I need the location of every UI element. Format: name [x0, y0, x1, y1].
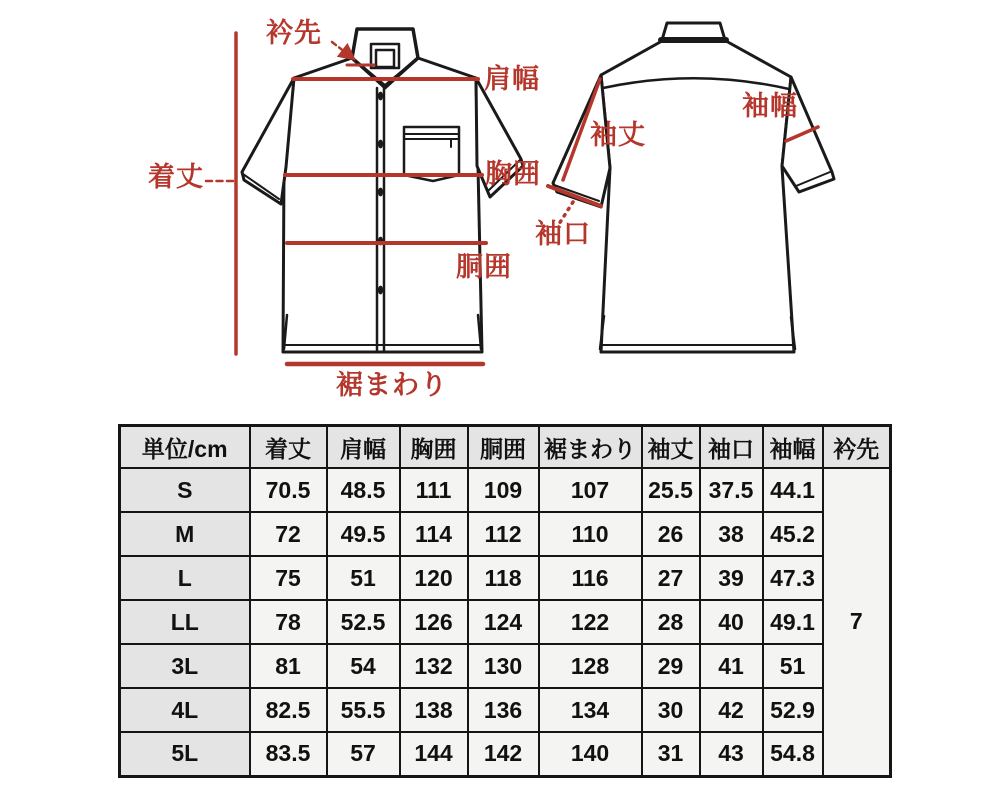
col-header-sleeve-length: 袖丈: [642, 426, 700, 469]
value-cell: 28: [642, 600, 700, 644]
value-cell: 42: [700, 688, 763, 732]
value-cell: 142: [468, 732, 539, 776]
value-cell: 110: [539, 512, 642, 556]
value-cell: 140: [539, 732, 642, 776]
value-cell: 27: [642, 556, 700, 600]
value-cell: 118: [468, 556, 539, 600]
value-cell: 124: [468, 600, 539, 644]
value-cell: 39: [700, 556, 763, 600]
value-cell: 41: [700, 644, 763, 688]
col-header-collar-point: 衿先: [823, 426, 891, 469]
value-cell: 111: [400, 468, 468, 512]
table-row: [120, 468, 891, 512]
sleeve-length-label: 袖丈: [590, 120, 646, 150]
value-cell: 49.5: [327, 512, 400, 556]
col-header-hem: 裾まわり: [539, 426, 642, 469]
table-row: [120, 512, 891, 556]
chest-pocket: [404, 127, 459, 181]
value-cell: 57: [327, 732, 400, 776]
value-cell: 82.5: [250, 688, 327, 732]
collar-point-leader: [332, 42, 354, 59]
value-cell: 70.5: [250, 468, 327, 512]
value-cell: 30: [642, 688, 700, 732]
waist-label: 胴囲: [456, 252, 512, 282]
value-cell: 55.5: [327, 688, 400, 732]
value-cell: 51: [763, 644, 823, 688]
cuff-opening-label: 袖口: [535, 219, 591, 249]
col-header-body-length: 着丈: [250, 426, 327, 469]
value-cell: 134: [539, 688, 642, 732]
value-cell: 138: [400, 688, 468, 732]
value-cell: 38: [700, 512, 763, 556]
value-cell: 47.3: [763, 556, 823, 600]
value-cell: 136: [468, 688, 539, 732]
value-cell: 44.1: [763, 468, 823, 512]
size-cell: 4L: [120, 688, 250, 732]
value-cell: 107: [539, 468, 642, 512]
chest-label: 胸囲: [485, 159, 541, 189]
table-row: [120, 556, 891, 600]
size-cell: L: [120, 556, 250, 600]
value-cell: 109: [468, 468, 539, 512]
back-shirt-drawing: [553, 23, 834, 352]
table-row: [120, 644, 891, 688]
sleeve-width-label: 袖幅: [742, 91, 798, 121]
value-cell: 40: [700, 600, 763, 644]
value-cell: 132: [400, 644, 468, 688]
value-cell: 48.5: [327, 468, 400, 512]
col-header-waist: 胴囲: [468, 426, 539, 469]
header-row: [120, 426, 891, 469]
value-cell: 128: [539, 644, 642, 688]
value-cell: 120: [400, 556, 468, 600]
size-cell: S: [120, 468, 250, 512]
value-cell: 51: [327, 556, 400, 600]
value-cell: 26: [642, 512, 700, 556]
back-collar: [661, 23, 726, 40]
value-cell: 130: [468, 644, 539, 688]
value-cell: 114: [400, 512, 468, 556]
value-cell: 37.5: [700, 468, 763, 512]
value-cell: 126: [400, 600, 468, 644]
value-cell: 31: [642, 732, 700, 776]
value-cell: 122: [539, 600, 642, 644]
value-cell: 78: [250, 600, 327, 644]
hem-around-label: 裾まわり: [336, 370, 448, 400]
table-row: [120, 688, 891, 732]
value-cell: 43: [700, 732, 763, 776]
value-cell: 116: [539, 556, 642, 600]
value-cell: 25.5: [642, 468, 700, 512]
table-row: [120, 732, 891, 776]
collar-point-merged-cell: 7: [823, 468, 891, 776]
value-cell: 144: [400, 732, 468, 776]
table-row: [120, 600, 891, 644]
shoulder-width-label: 肩幅: [484, 64, 540, 94]
col-header-sleeve-width: 袖幅: [763, 426, 823, 469]
value-cell: 112: [468, 512, 539, 556]
value-cell: 29: [642, 644, 700, 688]
value-cell: 81: [250, 644, 327, 688]
size-cell: 3L: [120, 644, 250, 688]
value-cell: 54.8: [763, 732, 823, 776]
size-table: [118, 424, 892, 778]
col-header-cuff: 袖口: [700, 426, 763, 469]
collar-point-label: 衿先: [266, 18, 322, 48]
value-cell: 75: [250, 556, 327, 600]
size-cell: 5L: [120, 732, 250, 776]
value-cell: 45.2: [763, 512, 823, 556]
value-cell: 52.9: [763, 688, 823, 732]
col-header-shoulder: 肩幅: [327, 426, 400, 469]
size-cell: M: [120, 512, 250, 556]
size-cell: LL: [120, 600, 250, 644]
value-cell: 72: [250, 512, 327, 556]
col-header-unit: 単位/cm: [120, 426, 250, 469]
value-cell: 54: [327, 644, 400, 688]
body-length-label: 着丈: [148, 162, 204, 192]
value-cell: 83.5: [250, 732, 327, 776]
value-cell: 49.1: [763, 600, 823, 644]
col-header-chest: 胸囲: [400, 426, 468, 469]
value-cell: 52.5: [327, 600, 400, 644]
